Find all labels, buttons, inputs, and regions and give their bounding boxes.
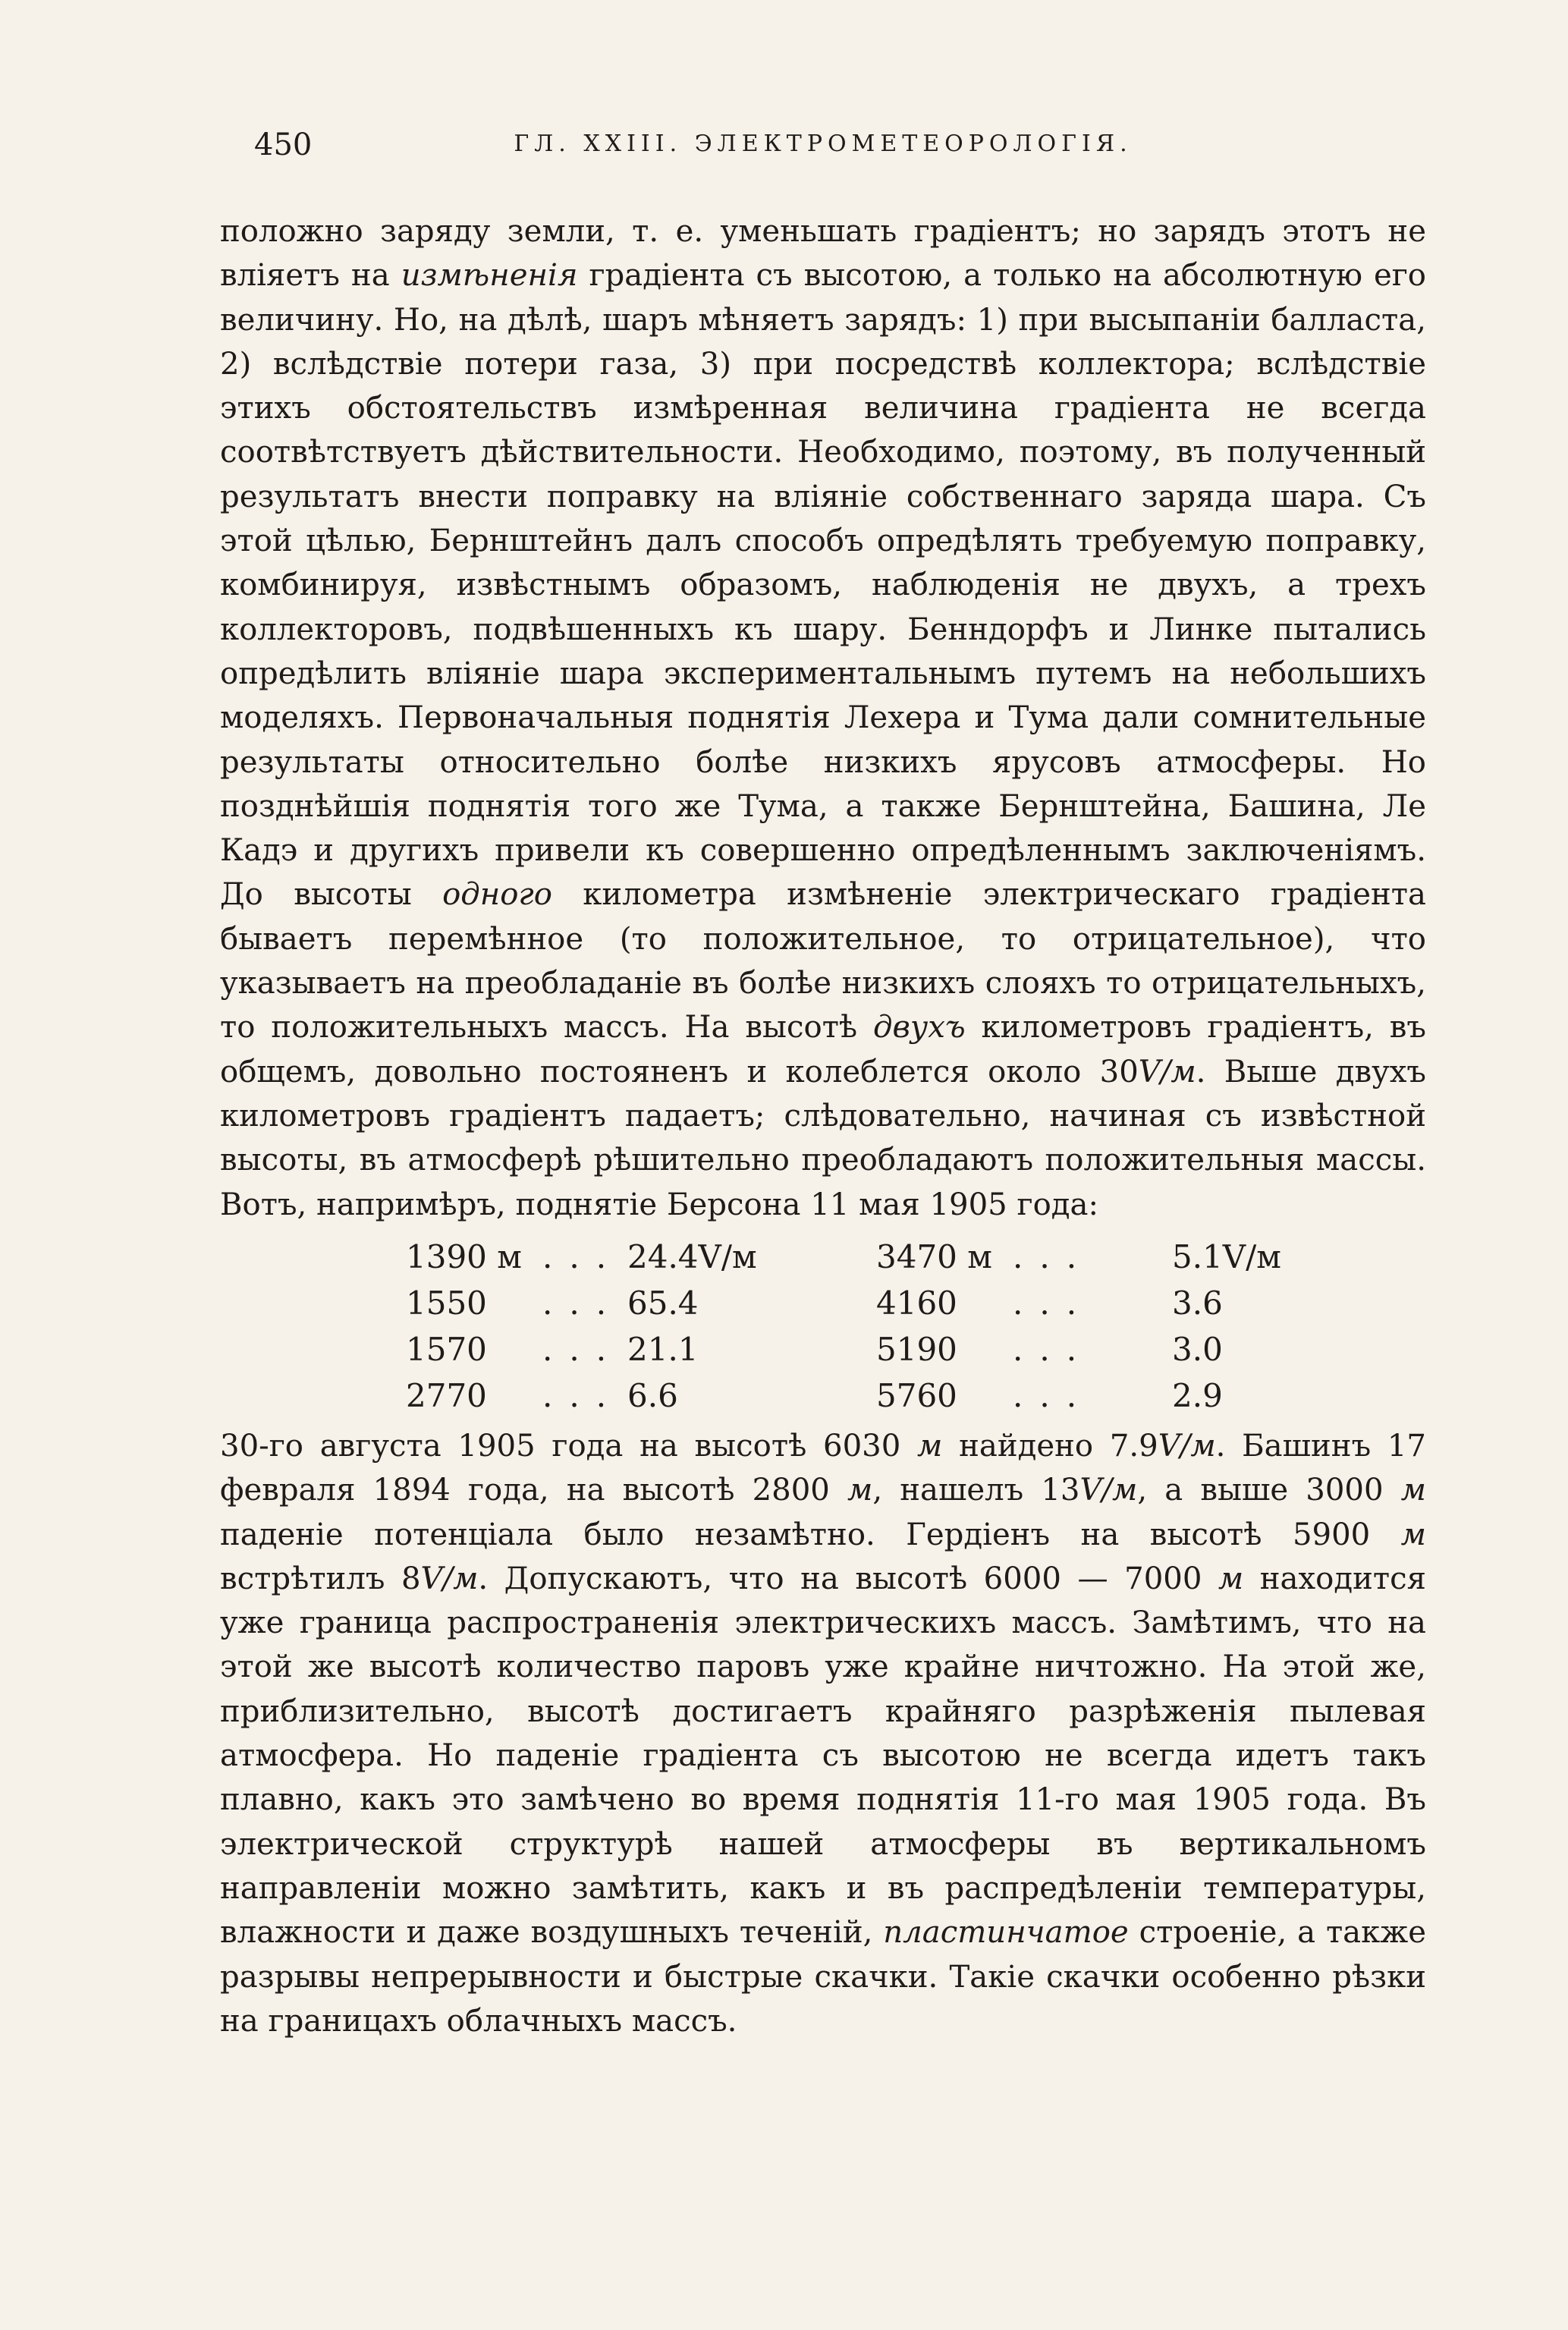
table-row bbox=[406, 1284, 1331, 1331]
leader-dots: ... bbox=[1013, 1284, 1094, 1322]
gradient: 21.1 bbox=[627, 1331, 699, 1368]
text-run: найдено 7.9 bbox=[942, 1429, 1158, 1464]
page-number: 450 bbox=[254, 127, 313, 162]
unit: м bbox=[847, 1473, 873, 1508]
text-run: , нашелъ 13 bbox=[872, 1473, 1080, 1508]
leader-dots: ... bbox=[542, 1331, 624, 1368]
unit: м bbox=[917, 1429, 943, 1464]
emphasis: одного bbox=[442, 877, 552, 913]
altitude: 1550 bbox=[406, 1284, 487, 1322]
gradient: 24.4V/м bbox=[627, 1238, 757, 1275]
emphasis: измѣненія bbox=[401, 258, 578, 294]
text-run: 30-го августа 1905 года на высотѣ 6030 bbox=[220, 1429, 918, 1464]
page-header bbox=[220, 127, 1426, 173]
table-row bbox=[406, 1377, 1331, 1423]
leader-dots: ... bbox=[1013, 1331, 1094, 1368]
altitude: 4160 bbox=[876, 1284, 957, 1322]
text-run: положно заряду земли, т. е. уменьшать градіентъ; но зарядъ этотъ не вліяетъ на bbox=[220, 214, 1426, 294]
text-run: . Допускаютъ, что на высотѣ 6000 — 7000 bbox=[478, 1561, 1218, 1596]
text-run: , а выше 3000 bbox=[1137, 1473, 1401, 1508]
unit: V/м bbox=[1138, 1054, 1196, 1090]
gradient: 2.9 bbox=[1172, 1377, 1223, 1414]
text-run: . Выше двухъ километровъ градіентъ падаетъ; слѣдовательно, начиная съ извѣстной высоты, въ атмосферѣ рѣшительно преобладаютъ положительныя массы. Вотъ, напримѣръ, поднятіе Берсона 11 мая 1905 года: bbox=[220, 1054, 1426, 1222]
leader-dots: ... bbox=[1013, 1238, 1094, 1275]
running-head: ГЛ. XXIII. ЭЛЕКТРОМЕТЕОРОЛОГІЯ. bbox=[514, 130, 1133, 157]
unit: V/м bbox=[1158, 1429, 1216, 1464]
text-run: . Башинъ 17 февраля 1894 года, на высотѣ 2800 bbox=[220, 1429, 1427, 1508]
text-run: градіента съ высотою, а только на абсолютную его величину. Но, на дѣлѣ, шаръ мѣняетъ зарядъ: 1) при высыпаніи балласта, 2) вслѣдствіе потери газа, 3) при посредствѣ коллектора; вслѣдствіе этихъ обстоятельствъ измѣренная величина градіента не всегда соотвѣтствуетъ дѣйствительности. Необходимо, поэтому, въ полученный результатъ внести поправку на вліяніе собственнаго заряда шара. Съ этой цѣлью, Бернштейнъ далъ способъ опредѣлять требуемую поправку, комбинируя, извѣстнымъ образомъ, наблюденія не двухъ, а трехъ коллекторовъ, подвѣшенныхъ къ шару. Бенндорфъ и Линке пытались опредѣлить вліяніе шара экспериментальнымъ путемъ на небольшихъ моделяхъ. Первоначальныя поднятія Лехера и Тума дали сомнительные результаты относительно болѣе низкихъ ярусовъ атмосферы. Но позднѣйшія поднятія того же Тума, а также Бернштейна, Башина, Ле Кадэ и другихъ привели къ совершенно опредѣленнымъ заключеніямъ. До высоты bbox=[220, 258, 1426, 913]
table-row bbox=[406, 1331, 1331, 1377]
unit: м bbox=[1400, 1517, 1426, 1552]
gradient: 65.4 bbox=[627, 1284, 699, 1322]
gradient: 6.6 bbox=[627, 1377, 678, 1414]
emphasis: двухъ bbox=[873, 1010, 966, 1046]
paragraph-upper-atmosphere bbox=[220, 1424, 1426, 2043]
unit: V/м bbox=[1079, 1473, 1138, 1508]
leader-dots: ... bbox=[542, 1238, 624, 1275]
unit: м bbox=[1218, 1561, 1244, 1596]
unit: м bbox=[1400, 1473, 1426, 1508]
text-run: километра измѣненіе электрическаго градіента бываетъ перемѣнное (то положительное, то отрицательное), что указываетъ на преобладаніе въ болѣе низкихъ слояхъ то отрицательныхъ, то положительныхъ массъ. На высотѣ bbox=[220, 877, 1426, 1046]
altitude: 1390 м bbox=[406, 1238, 522, 1275]
gradient: 3.0 bbox=[1172, 1331, 1223, 1368]
altitude: 3470 м bbox=[876, 1238, 992, 1275]
text-run: километровъ градіентъ, въ общемъ, довольно постояненъ и колеблется около 30 bbox=[220, 1010, 1426, 1090]
text-run: строеніе, а также разрывы непрерывности и быстрые скачки. Такіе скачки особенно рѣзки на границахъ облачныхъ массъ. bbox=[220, 1915, 1427, 2039]
leader-dots: ... bbox=[542, 1377, 624, 1414]
gradient: 3.6 bbox=[1172, 1284, 1223, 1322]
text-run: паденіе потенціала было незамѣтно. Гердіенъ на высотѣ 5900 bbox=[220, 1517, 1401, 1552]
table-row bbox=[406, 1238, 1331, 1284]
altitude: 5190 bbox=[876, 1331, 957, 1368]
unit: V/м bbox=[420, 1561, 479, 1596]
altitude: 1570 bbox=[406, 1331, 487, 1368]
altitude: 2770 bbox=[406, 1377, 487, 1414]
altitude: 5760 bbox=[876, 1377, 957, 1414]
paragraph-balloon-charge bbox=[220, 209, 1426, 1227]
text-run: встрѣтилъ 8 bbox=[220, 1561, 421, 1596]
text-run: находится уже граница распространенія электрическихъ массъ. Замѣтимъ, что на этой же высотѣ количество паровъ уже крайне ничтожно. На этой же, приблизительно, высотѣ достигаетъ крайняго разрѣженія пылевая атмосфера. Но паденіе градіента съ высотою не всегда идетъ такъ плавно, какъ это замѣчено во время поднятія 11-го мая 1905 года. Въ электрической структурѣ нашей атмосферы въ вертикальномъ направленіи можно замѣтить, какъ и въ распредѣленіи температуры, влажности и даже воздушныхъ теченій, bbox=[220, 1561, 1426, 1951]
leader-dots: ... bbox=[542, 1284, 624, 1322]
emphasis: пластинчатое bbox=[883, 1915, 1129, 1951]
measurement-table bbox=[406, 1238, 1331, 1423]
gradient: 5.1V/м bbox=[1172, 1238, 1281, 1275]
leader-dots: ... bbox=[1013, 1377, 1094, 1414]
